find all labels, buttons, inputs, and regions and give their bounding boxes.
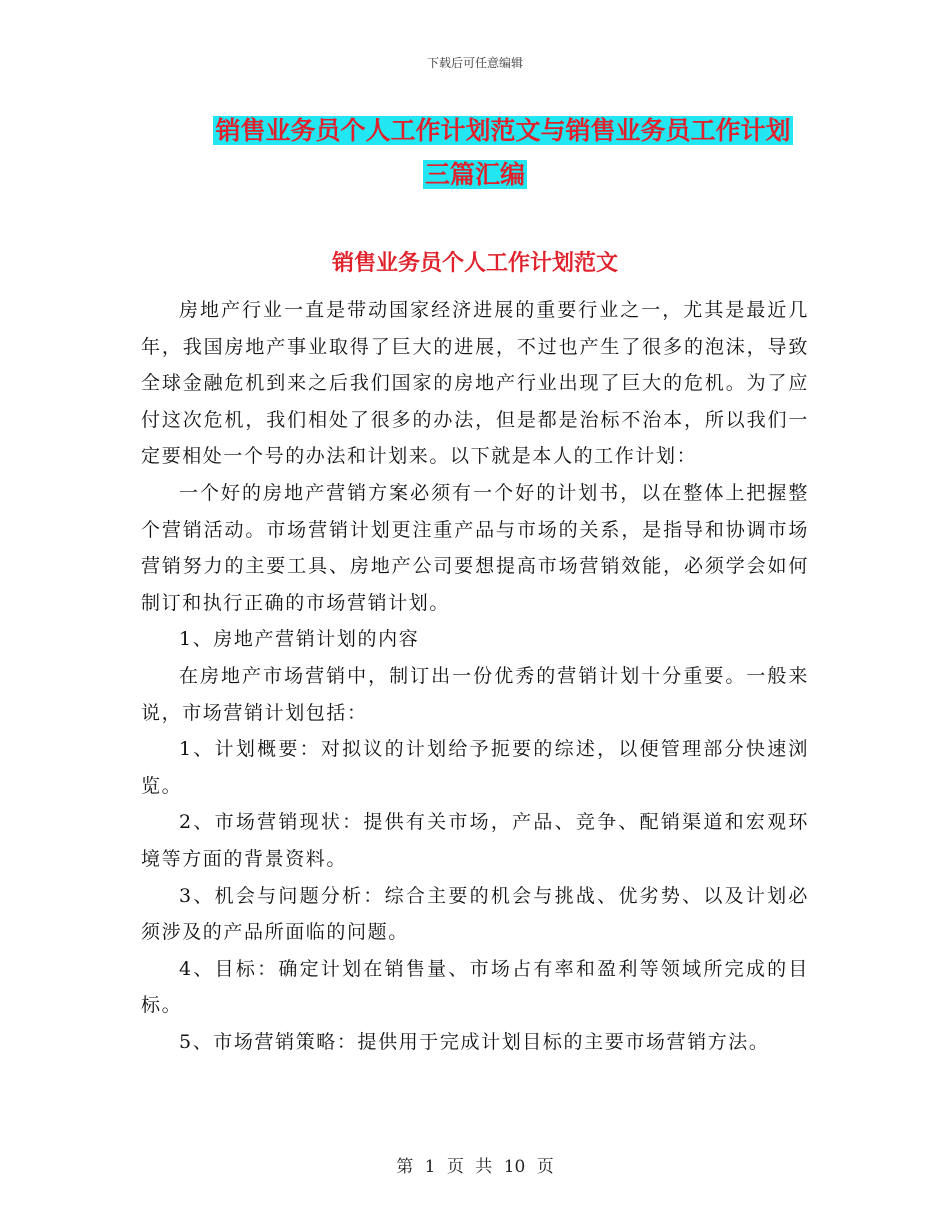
paragraph-intro: 房地产行业一直是带动国家经济进展的重要行业之一，尤其是最近几年，我国房地产事业取得了巨大的进展，不过也产生了很多的泡沫，导致全球金融危机到来之后我们国家的房地产行业出现了巨大的危机。为了应付这次危机，我们相处了很多的办法，但是都是治标不治本，所以我们一定要相处一个号的办法和计划来。以下就是本人的工作计划： bbox=[141, 299, 809, 468]
list-item-1: 1、计划概要：对拟议的计划给予扼要的综述，以便管理部分快速浏览。 bbox=[141, 738, 809, 797]
paragraph-plan-contents: 在房地产市场营销中，制订出一份优秀的营销计划十分重要。一般来说，市场营销计划包括： bbox=[141, 664, 809, 724]
body-text bbox=[141, 292, 809, 1060]
document-title-text-2: 三篇汇编 bbox=[424, 160, 525, 189]
list-item-5: 5、市场营销策略：提供用于完成计划目标的主要市场营销方法。 bbox=[179, 1030, 770, 1053]
paragraph-marketing-plan: 一个好的房地产营销方案必须有一个好的计划书，以在整体上把握整个营销活动。市场营销计划更注重产品与市场的关系，是指导和协调市场营销努力的主要工具、房地产公司要想提高市场营销效能，必须学会如何制订和执行正确的市场营销计划。 bbox=[141, 481, 809, 614]
page-footer: 第 1 页 共 10 页 bbox=[396, 1157, 554, 1177]
paragraph-heading-1: 1、房地产营销计划的内容 bbox=[179, 628, 420, 651]
list-item-3: 3、机会与问题分析：综合主要的机会与挑战、优劣势、以及计划必须涉及的产品所面临的问题。 bbox=[141, 884, 809, 944]
section-title: 销售业务员个人工作计划范文 bbox=[331, 251, 618, 276]
list-item-4: 4、目标：确定计划在销售量、市场占有率和盈利等领域所完成的目标。 bbox=[141, 957, 809, 1017]
document-title-line-2 bbox=[0, 155, 950, 195]
list-item-2: 2、市场营销现状：提供有关市场，产品、竞争、配销渠道和宏观环境等方面的背景资料。 bbox=[141, 811, 809, 870]
header-note: 下载后可任意编辑 bbox=[426, 56, 523, 70]
document-title-line-1 bbox=[28, 111, 950, 151]
document-title-text-1: 销售业务员个人工作计划范文与销售业务员工作计划 bbox=[215, 116, 791, 145]
